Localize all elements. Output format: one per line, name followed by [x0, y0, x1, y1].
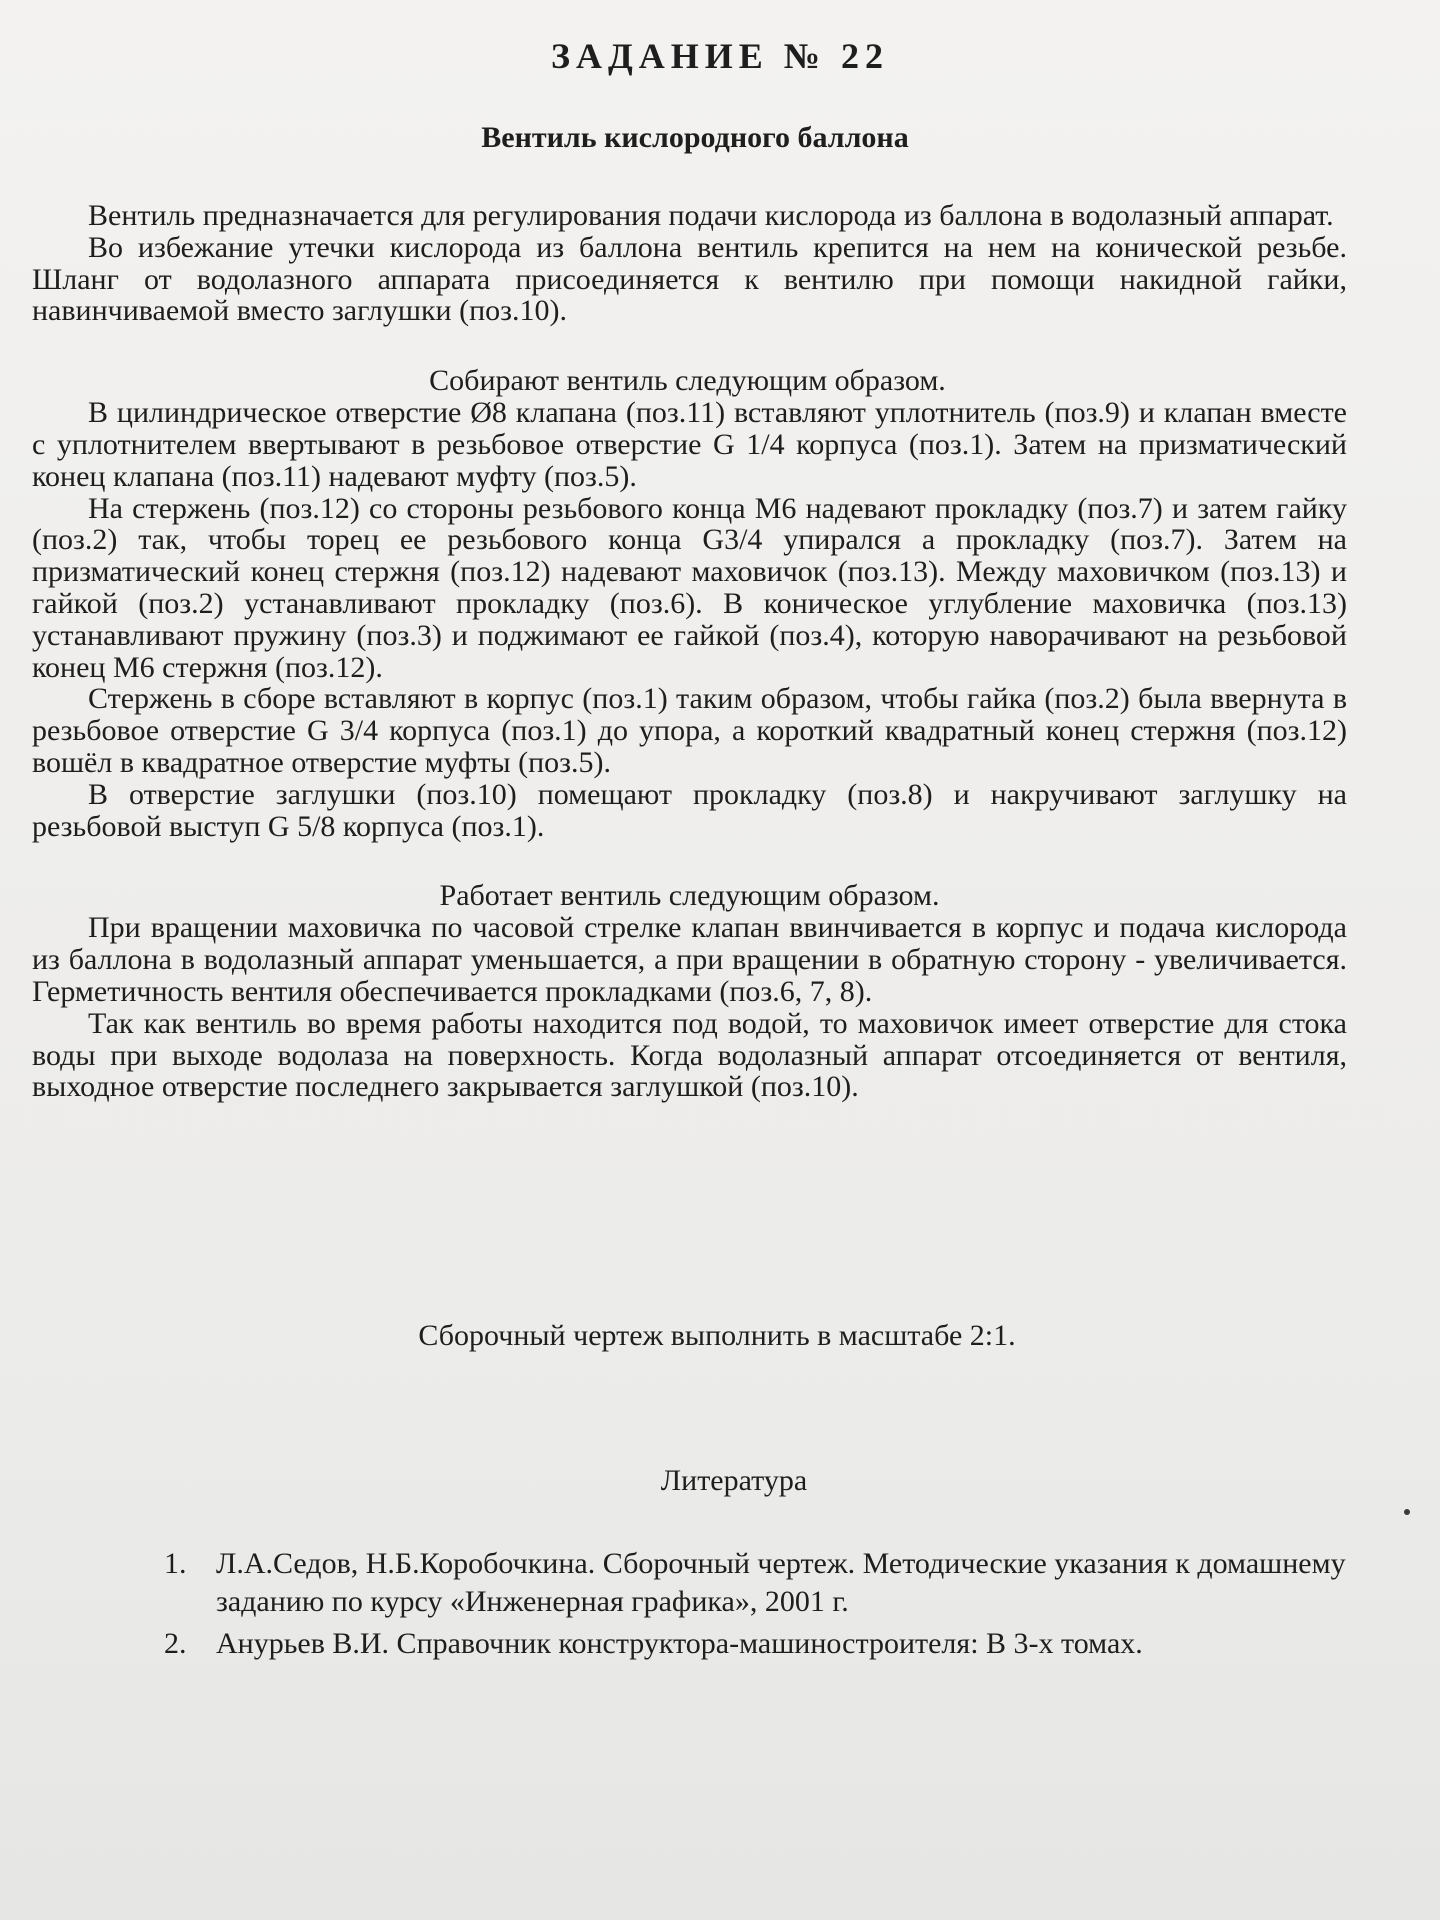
literature-item-number: 1.: [164, 1547, 187, 1580]
operation-paragraph-1: При вращении маховичка по часовой стрелке клапан ввинчивается в корпус и подача кислорода из баллона в водолазный аппарат уменьшается, а при вращении в обратную сторону - увеличивается. Герметичность вентиля обеспечивается прокладками (поз.6, 7, 8).: [32, 911, 1347, 1008]
scale-note: Сборочный чертеж выполнить в масштабе 2:1.: [418, 1319, 1016, 1352]
assembly-paragraph-3: Стержень в сборе вставляют в корпус (поз.1) таким образом, чтобы гайка (поз.2) была ввернута в резьбовое отверстие G 3/4 корпуса (поз.1) до упора, а короткий квадратный конец стержня (поз.12) вошёл в квадратное отверстие муфты (поз.5).: [32, 682, 1347, 779]
assembly-paragraph-4: В отверстие заглушки (поз.10) помещают прокладку (поз.8) и накручивают заглушку на резьбовой выступ G 5/8 корпуса (поз.1).: [32, 777, 1347, 843]
task-body: [32, 200, 1347, 1103]
assembly-heading: Собирают вентиль следующим образом.: [429, 364, 946, 398]
literature-list: [156, 1545, 1356, 1667]
task-title: ЗАДАНИЕ № 22: [551, 36, 889, 76]
assembly-paragraph-2: На стержень (поз.12) со стороны резьбового конца М6 надевают прокладку (поз.7) и затем гайку (поз.2) так, чтобы торец ее резьбового конца G3/4 упирался а прокладку (поз.7). Затем на призматический конец стержня (поз.12) надевают маховичок (поз.13). Между маховичком (поз.13) и гайкой (поз.2) устанавливают прокладку (поз.6). В коническое углубление маховичка (поз.13) устанавливают пружину (поз.3) и поджимают ее гайкой (поз.4), которую наворачивают на резьбовой конец М6 стержня (поз.12).: [32, 491, 1347, 684]
assembly-paragraph-1: В цилиндрическое отверстие Ø8 клапана (поз.11) вставляют уплотнитель (поз.9) и клапан вместе с уплотнителем ввертывают в резьбовое отверстие G 1/4 корпуса (поз.1). Затем на призматический конец клапана (поз.11) надевают муфту (поз.5).: [32, 396, 1347, 493]
literature-item: [156, 1625, 1356, 1663]
literature-item-number: 2.: [164, 1627, 187, 1660]
task-subtitle: Вентиль кислородного баллона: [481, 121, 909, 154]
intro-paragraph-1: Вентиль предназначается для регулирования подачи кислорода из баллона в водолазный аппарат.: [88, 199, 1334, 232]
literature-heading: Литература: [660, 1464, 808, 1497]
literature-item-text: Л.А.Седов, Н.Б.Коробочкина. Сборочный чертеж. Методические указания к домашнему заданию по курсу «Инженерная графика», 2001 г.: [216, 1547, 1346, 1618]
paper-speck: [1404, 1509, 1410, 1515]
operation-heading: Работает вентиль следующим образом.: [439, 879, 940, 913]
literature-item-text: Анурьев В.И. Справочник конструктора-машиностроителя: В 3-х томах.: [216, 1627, 1143, 1660]
intro-paragraph-2: Во избежание утечки кислорода из баллона вентиль крепится на нем на конической резьбе. Шланг от водолазного аппарата присоединяется к вентилю при помощи накидной гайки, навинчиваемой вместо заглушки (поз.10).: [32, 230, 1347, 328]
operation-paragraph-2: Так как вентиль во время работы находится под водой, то маховичок имеет отверстие для стока воды при выходе водолаза на поверхность. Когда водолазный аппарат отсоединяется от вентиля, выходное отверстие последнего закрывается заглушкой (поз.10).: [32, 1006, 1347, 1104]
literature-item: [156, 1545, 1356, 1621]
